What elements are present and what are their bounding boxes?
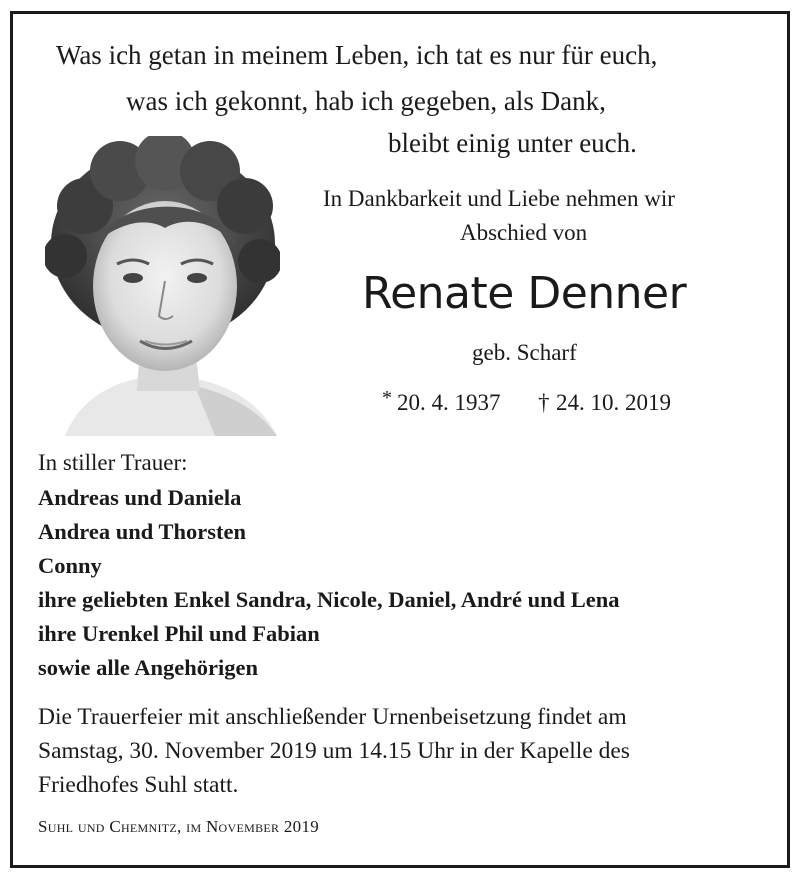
birth-name: geb. Scharf (472, 340, 577, 365)
verse-line-2: was ich gekonnt, hab ich gegeben, als Dank, (126, 86, 606, 116)
ceremony-line-2: Samstag, 30. November 2019 um 14.15 Uhr in der Kapelle des (38, 738, 630, 764)
ceremony-line-3: Friedhofes Suhl statt. (38, 772, 239, 798)
mourner-line: Andrea und Thorsten (38, 519, 246, 544)
mourners-heading: In stiller Trauer: (38, 450, 188, 475)
portrait-photo (45, 136, 280, 436)
mourner-line: Conny (38, 553, 102, 578)
birth-date: 20. 4. 1937 (397, 390, 501, 415)
mourner-line: Andreas und Daniela (38, 485, 242, 510)
intro-line-1: In Dankbarkeit und Liebe nehmen wir (323, 186, 675, 211)
intro-line-2: Abschied von (460, 220, 588, 245)
ceremony-line-1: Die Trauerfeier mit anschließender Urnenbeisetzung findet am (38, 704, 627, 730)
mourner-line: ihre Urenkel Phil und Fabian (38, 621, 320, 646)
death-symbol: † (538, 390, 550, 415)
verse-line-3: bleibt einig unter euch. (388, 128, 637, 158)
verse-line-1: Was ich getan in meinem Leben, ich tat es nur für euch, (56, 40, 658, 70)
place-date: Suhl und Chemnitz, im November 2019 (38, 817, 320, 836)
death-date: 24. 10. 2019 (556, 390, 671, 415)
mourner-line: ihre geliebten Enkel Sandra, Nicole, Daniel, André und Lena (38, 587, 620, 612)
mourner-line: sowie alle Angehörigen (38, 655, 258, 680)
deceased-name: Renate Denner (362, 268, 687, 319)
birth-symbol: * (382, 387, 392, 409)
